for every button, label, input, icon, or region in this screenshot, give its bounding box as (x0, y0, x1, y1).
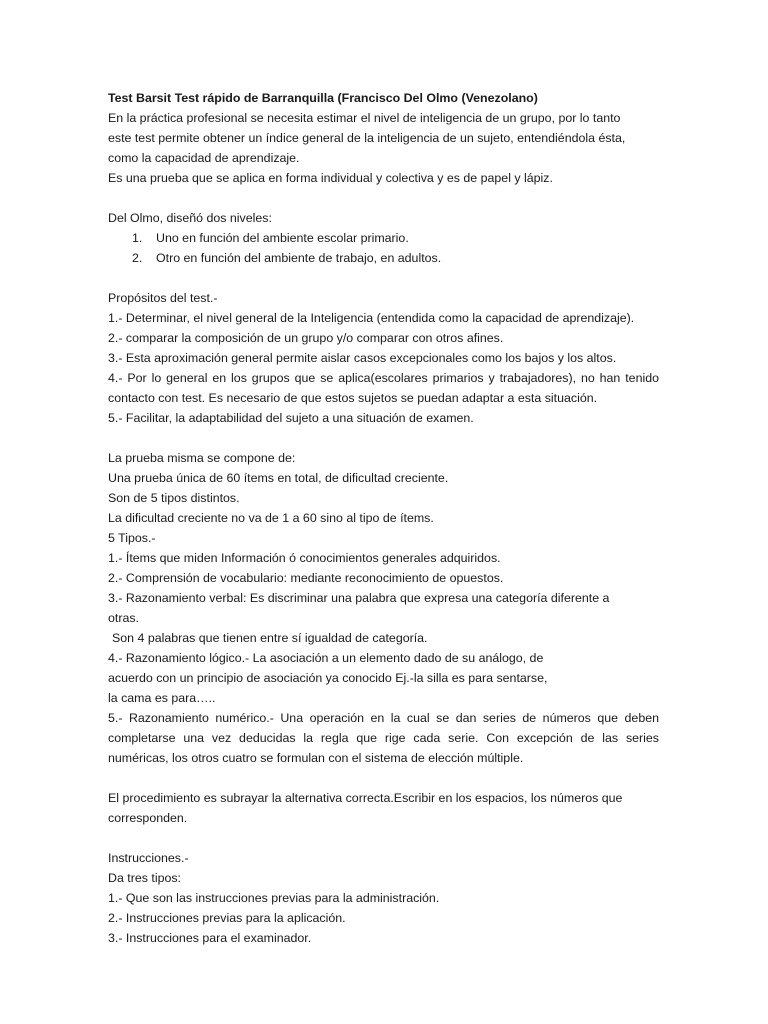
type-item-3-note: Son 4 palabras que tienen entre sí igualdad de categoría. (112, 631, 428, 645)
type-item-4: 4.- Razonamiento lógico.- La asociación a un elemento dado de su análogo, de (108, 651, 544, 665)
purpose-item-3: 3.- Esta aproximación general permite aislar casos excepcionales como los bajos y los altos. (108, 351, 617, 365)
intro-line-2: este test permite obtener un índice general de la inteligencia de un sujeto, entendiéndola ésta, (108, 131, 626, 145)
procedure-text: El procedimiento es subrayar la alternativa correcta.Escribir en los espacios, los números que corresponden. (108, 791, 623, 825)
type-item-5: 5.- Razonamiento numérico.- Una operación en la cual se dan series de números que deben completarse una vez deducidas la regla que rige cada serie. Con excepción de las series numéricas, los otros cuatro se formulan con el sistema de elección múltiple. (108, 711, 659, 765)
instruction-item-1: 1.- Que son las instrucciones previas para la administración. (108, 891, 440, 905)
list-item-text: Otro en función del ambiente de trabajo, en adultos. (156, 251, 442, 265)
purpose-item-5: 5.- Facilitar, la adaptabilidad del sujeto a una situación de examen. (108, 411, 474, 425)
type-item-2: 2.- Comprensión de vocabulario: mediante reconocimiento de opuestos. (108, 571, 504, 585)
levels-list (108, 228, 659, 268)
intro-line-1: En la práctica profesional se necesita estimar el nivel de inteligencia de un grupo, por lo tanto (108, 111, 621, 125)
purpose-item-1: 1.- Determinar, el nivel general de la Inteligencia (entendida como la capacidad de aprendizaje). (108, 311, 635, 325)
document-title: Test Barsit Test rápido de Barranquilla (Francisco Del Olmo (Venezolano) (108, 91, 538, 105)
composition-line-3: Son de 5 tipos distintos. (108, 491, 240, 505)
instruction-item-2: 2.- Instrucciones previas para la aplicación. (108, 911, 346, 925)
list-item (108, 248, 659, 268)
composition-line-1: La prueba misma se compone de: (108, 451, 296, 465)
composition-line-4: La dificultad creciente no va de 1 a 60 sino al tipo de ítems. (108, 511, 434, 525)
purposes-heading: Propósitos del test.- (108, 291, 218, 305)
instructions-heading: Instrucciones.- (108, 851, 189, 865)
spacer (108, 828, 659, 848)
type-item-3-cont: otras. (108, 611, 139, 625)
list-item (108, 228, 659, 248)
type-item-4-example: la cama es para….. (108, 691, 216, 705)
levels-heading: Del Olmo, diseñó dos niveles: (108, 211, 272, 225)
purpose-item-4: 4.- Por lo general en los grupos que se aplica(escolares primarios y trabajadores), no han tenido contacto con test. Es necesario de que estos sujetos se puedan adaptar a esta situación. (108, 371, 659, 405)
document-page (108, 88, 659, 948)
spacer (108, 268, 659, 288)
type-item-3: 3.- Razonamiento verbal: Es discriminar una palabra que expresa una categoría diferente a (108, 591, 610, 605)
list-item-number: 1. (132, 231, 143, 245)
spacer (108, 188, 659, 208)
intro-line-3: como la capacidad de aprendizaje. (108, 151, 300, 165)
type-item-1: 1.- Ítems que miden Información ó conocimientos generales adquiridos. (108, 551, 501, 565)
instruction-item-3: 3.- Instrucciones para el examinador. (108, 931, 312, 945)
instructions-intro: Da tres tipos: (108, 871, 181, 885)
intro-line-4: Es una prueba que se aplica en forma individual y colectiva y es de papel y lápiz. (108, 171, 553, 185)
purpose-item-2: 2.- comparar la composición de un grupo y/o comparar con otros afines. (108, 331, 504, 345)
list-item-text: Uno en función del ambiente escolar primario. (156, 231, 409, 245)
list-item-number: 2. (132, 251, 143, 265)
spacer (108, 428, 659, 448)
types-heading: 5 Tipos.- (108, 531, 156, 545)
composition-line-2: Una prueba única de 60 ítems en total, de dificultad creciente. (108, 471, 449, 485)
type-item-4-cont: acuerdo con un principio de asociación ya conocido Ej.-la silla es para sentarse, (108, 671, 548, 685)
spacer (108, 768, 659, 788)
